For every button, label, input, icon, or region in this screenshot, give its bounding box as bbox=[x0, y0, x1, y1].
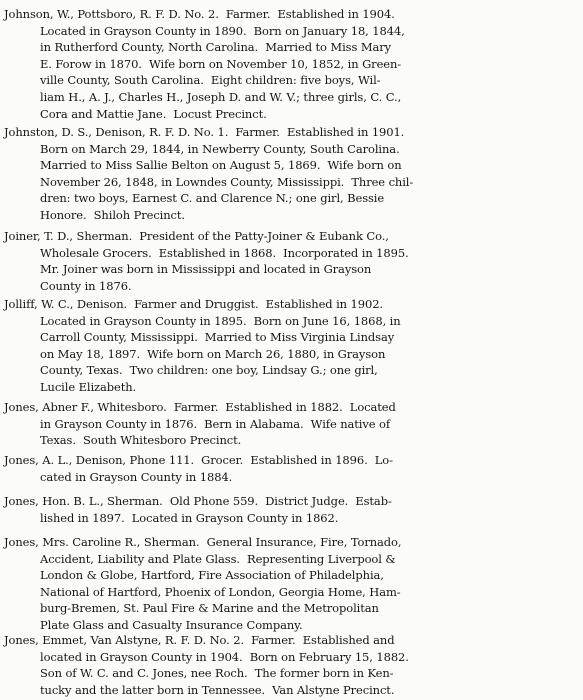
entry-line: November 26, 1848, in Lowndes County, Mississippi. Three chil- bbox=[40, 174, 414, 189]
entry-johnson-w bbox=[4, 6, 579, 122]
entry-line: National of Hartford, Phoenix of London, Georgia Home, Ham- bbox=[40, 584, 401, 599]
entry-line: Accident, Liability and Plate Glass. Representing Liverpool & bbox=[40, 551, 396, 566]
entry-line: ville County, South Carolina. Eight children: five boys, Wil- bbox=[40, 73, 381, 88]
entry-line: on May 18, 1897. Wife born on March 26, 1880, in Grayson bbox=[40, 346, 386, 361]
entry-line: County, Texas. Two children: one boy, Lindsay G.; one girl, bbox=[40, 363, 378, 378]
entry-line: Born on March 29, 1844, in Newberry County, South Carolina. bbox=[40, 141, 400, 156]
entry-line: in Grayson County in 1876. Bern in Alabama. Wife native of bbox=[40, 416, 391, 431]
entry-line: County in 1876. bbox=[40, 278, 132, 293]
entry-jones-al bbox=[4, 452, 579, 485]
entry-line: London & Globe, Hartford, Fire Association of Philadelphia, bbox=[40, 568, 384, 583]
entry-line: Son of W. C. and C. Jones, nee Roch. The former born in Ken- bbox=[40, 666, 394, 681]
entry-line: E. Forow in 1870. Wife born on November 10, 1852, in Green- bbox=[40, 56, 402, 71]
entry-line: Texas. South Whitesboro Precinct. bbox=[40, 433, 242, 448]
entry-line: Johnston, D. S., Denison, R. F. D. No. 1. Farmer. Established in 1901. bbox=[4, 125, 405, 139]
entry-line: Mr. Joiner was born in Mississippi and located in Grayson bbox=[40, 262, 372, 277]
entry-jones-bl bbox=[4, 493, 579, 526]
entry-line: lished in 1897. Located in Grayson County in 1862. bbox=[40, 510, 339, 525]
entry-line: Cora and Mattie Jane. Locust Precinct. bbox=[40, 106, 267, 121]
entry-line: Jones, Emmet, Van Alstyne, R. F. D. No. 2. Farmer. Established and bbox=[4, 633, 395, 647]
entry-line: Jones, Abner F., Whitesboro. Farmer. Established in 1882. Located bbox=[4, 400, 396, 414]
entry-joiner-td bbox=[4, 228, 579, 294]
entry-line: located in Grayson County in 1904. Born on February 15, 1882. bbox=[40, 649, 409, 664]
entry-line: Married to Miss Sallie Belton on August 5, 1869. Wife born on bbox=[40, 158, 402, 173]
entry-jones-emmet bbox=[4, 632, 579, 698]
entry-line: in Rutherford County, North Carolina. Married to Miss Mary bbox=[40, 40, 392, 55]
entry-jones-caroline bbox=[4, 534, 579, 634]
entry-line: Johnson, W., Pottsboro, R. F. D. No. 2. Farmer. Established in 1904. bbox=[4, 7, 395, 21]
entry-jones-abner bbox=[4, 399, 579, 449]
entry-line: Wholesale Grocers. Established in 1868. Incorporated in 1895. bbox=[40, 245, 409, 260]
entry-line: Jones, A. L., Denison, Phone 111. Grocer. Established in 1896. Lo- bbox=[4, 453, 393, 467]
entry-line: Carroll County, Mississippi. Married to Miss Virginia Lindsay bbox=[40, 330, 395, 345]
entry-line: Located in Grayson County in 1890. Born on January 18, 1844, bbox=[40, 23, 405, 38]
entry-line: Honore. Shiloh Precinct. bbox=[40, 207, 185, 222]
entry-line: Jolliff, W. C., Denison. Farmer and Druggist. Established in 1902. bbox=[4, 297, 383, 311]
entry-line: Lucile Elizabeth. bbox=[40, 379, 137, 394]
entry-line: burg-Bremen, St. Paul Fire & Marine and the Metropolitan bbox=[40, 601, 379, 616]
entry-line: Joiner, T. D., Sherman. President of the Patty-Joiner & Eubank Co., bbox=[4, 229, 389, 243]
entry-line: Plate Glass and Casualty Insurance Company. bbox=[40, 617, 303, 632]
entry-line: Located in Grayson County in 1895. Born on June 16, 1868, in bbox=[40, 313, 401, 328]
entry-jolliff-wc bbox=[4, 296, 579, 396]
entry-line: Jones, Hon. B. L., Sherman. Old Phone 559. District Judge. Estab- bbox=[4, 494, 392, 508]
entry-line: cated in Grayson County in 1884. bbox=[40, 469, 233, 484]
entry-johnston-ds bbox=[4, 124, 579, 224]
entry-line: tucky and the latter born in Tennessee. Van Alstyne Precinct. bbox=[40, 682, 395, 697]
entry-line: dren: two boys, Earnest C. and Clarence N.; one girl, Bessie bbox=[40, 191, 385, 206]
entry-line: liam H., A. J., Charles H., Joseph D. and W. V.; three girls, C. C., bbox=[40, 89, 402, 104]
entry-line: Jones, Mrs. Caroline R., Sherman. General Insurance, Fire, Tornado, bbox=[4, 535, 402, 549]
